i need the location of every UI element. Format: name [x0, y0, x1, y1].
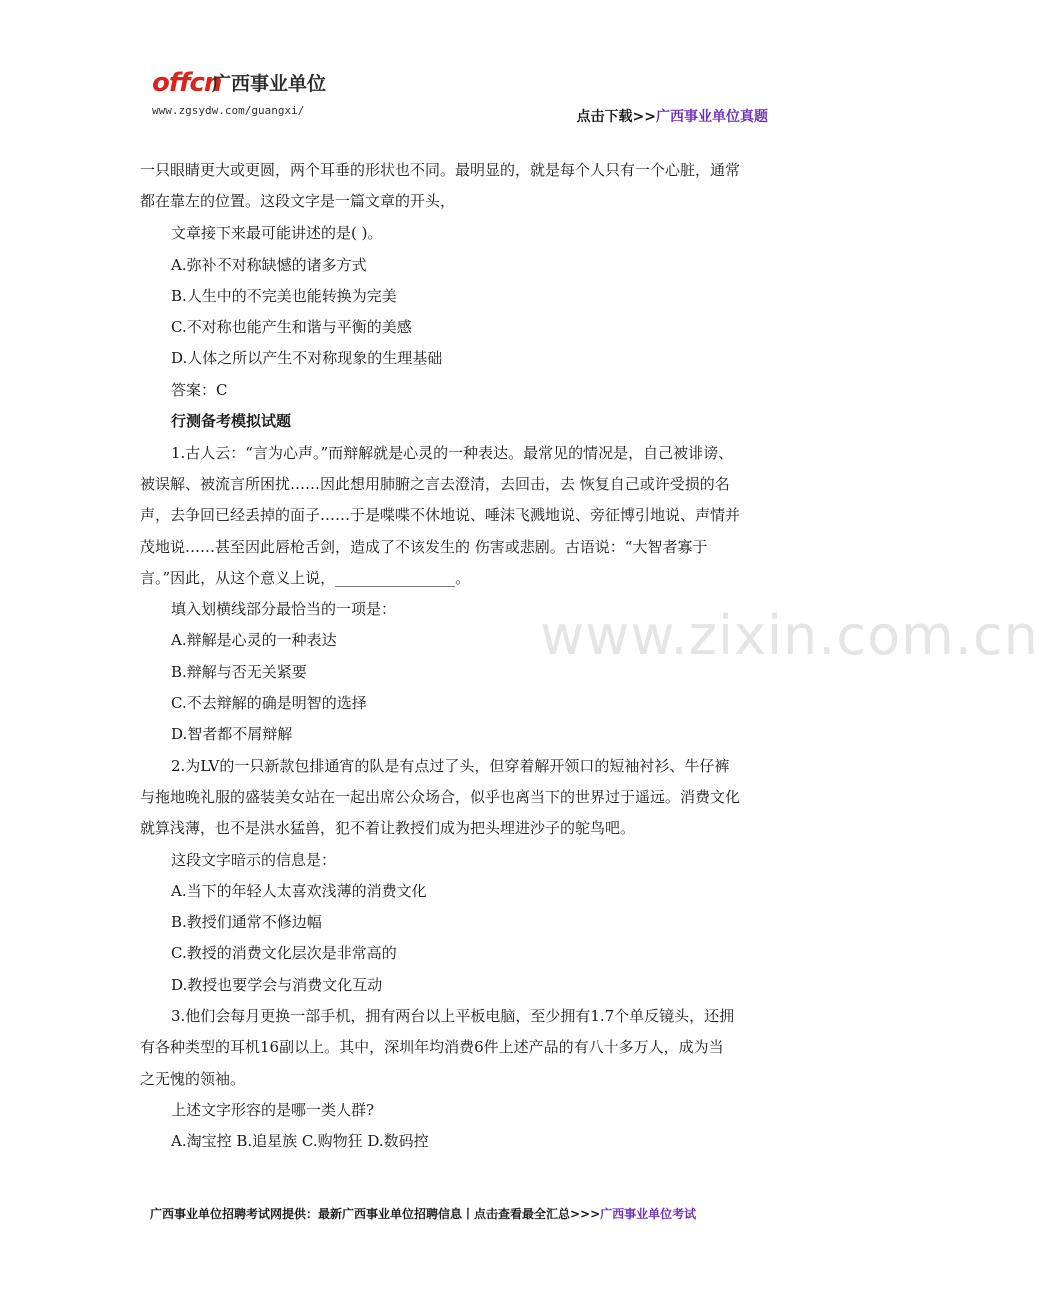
option: A.辩解是心灵的一种表达 [171, 631, 337, 649]
question-prompt: 填入划横线部分最恰当的一项是： [171, 600, 397, 618]
body-line: 2.为LV的一只新款包排通宵的队是有点过了头，但穿着解开领口的短袖衬衫、牛仔裤 [171, 757, 730, 775]
footer-text: 广西事业单位招聘考试网提供：最新广西事业单位招聘信息丨点击查看最全汇总>>> [150, 1207, 601, 1221]
answer: 答案：C [171, 381, 228, 399]
option: A.当下的年轻人太喜欢浅薄的消费文化 [171, 882, 427, 900]
option: B.人生中的不完美也能转换为完美 [171, 287, 397, 305]
body-line: 有各种类型的耳机16副以上。其中，深圳年均消费6件上述产品的有八十多万人，成为当 [140, 1038, 724, 1056]
download-prefix: 点击下载>> [576, 109, 656, 125]
download-link[interactable] [577, 108, 768, 126]
body-line: 之无愧的领袖。 [140, 1070, 246, 1088]
option: C.教授的消费文化层次是非常高的 [171, 944, 397, 962]
body-line: 声，去争回已经丢掉的面子……于是喋喋不休地说、唾沫飞溅地说、旁征博引地说、声情并 [140, 506, 741, 524]
logo-url: www.zgsydw.com/guangxi/ [152, 104, 305, 117]
question-prompt: 上述文字形容的是哪一类人群? [171, 1101, 375, 1119]
question-prompt: 文章接下来最可能讲述的是( )。 [171, 224, 383, 242]
body-line: 3.他们会每月更换一部手机，拥有两台以上平板电脑，至少拥有1.7个单反镜头，还拥 [171, 1007, 735, 1025]
section-heading: 行测备考模拟试题 [171, 412, 292, 430]
logo-mark: offcn [152, 68, 222, 98]
option: D.人体之所以产生不对称现象的生理基础 [171, 349, 443, 367]
download-link-text[interactable]: 广西事业单位真题 [656, 109, 768, 125]
option: A.淘宝控 B.追星族 C.购物狂 D.数码控 [171, 1132, 429, 1150]
option: A.弥补不对称缺憾的诸多方式 [171, 256, 367, 274]
body-line: 被误解、被流言所困扰……因此想用肺腑之言去澄清，去回击，去 恢复自己或许受损的名 [140, 475, 730, 493]
watermark: www.zixin.com.cn [540, 604, 1039, 667]
footer-banner[interactable] [150, 1206, 696, 1222]
body-line: 1.古人云：“言为心声。”而辩解就是心灵的一种表达。最常见的情况是，自己被诽谤、 [171, 444, 734, 462]
body-line: 就算浅薄，也不是洪水猛兽，犯不着让教授们成为把头埋进沙子的鸵鸟吧。 [140, 819, 636, 837]
option: B.教授们通常不修边幅 [171, 913, 322, 931]
body-line: 一只眼睛更大或更圆，两个耳垂的形状也不同。最明显的，就是每个人只有一个心脏，通常 [140, 161, 741, 179]
body-line: 都在靠左的位置。这段文字是一篇文章的开头， [140, 192, 456, 210]
footer-link[interactable]: 广西事业单位考试 [600, 1207, 697, 1221]
option: C.不对称也能产生和谐与平衡的美感 [171, 318, 412, 336]
body-line: 与拖地晚礼服的盛装美女站在一起出席公众场合，似乎也离当下的世界过于遥远。消费文化 [140, 788, 741, 806]
option: B.辩解与否无关紧要 [171, 663, 307, 681]
logo-name: 广西事业单位 [212, 73, 327, 95]
body-line: 言。”因此，从这个意义上说，________________。 [140, 569, 471, 587]
option: C.不去辩解的确是明智的选择 [171, 694, 367, 712]
body-line: 茂地说……甚至因此唇枪舌剑，造成了不该发生的 伤害或悲剧。古语说：“大智者寡于 [140, 538, 708, 556]
offcn-logo[interactable] [152, 68, 352, 128]
question-prompt: 这段文字暗示的信息是： [171, 851, 337, 869]
option: D.教授也要学会与消费文化互动 [171, 976, 383, 994]
option: D.智者都不屑辩解 [171, 725, 293, 743]
